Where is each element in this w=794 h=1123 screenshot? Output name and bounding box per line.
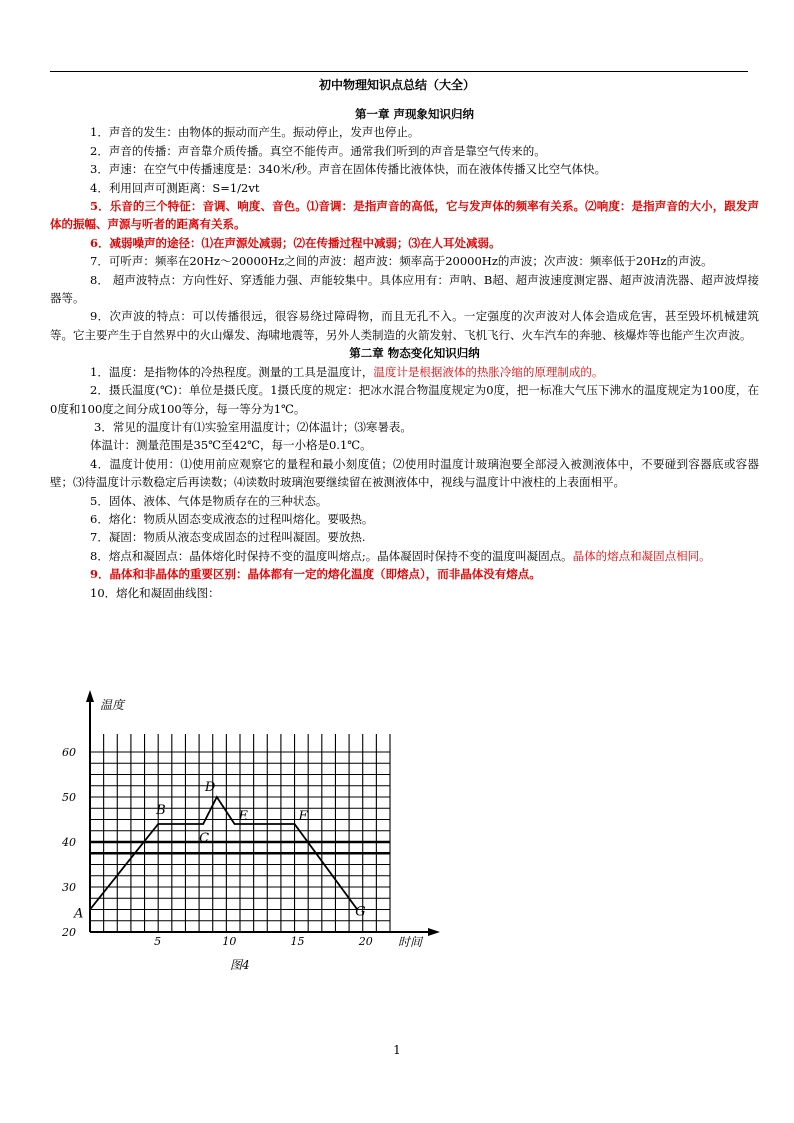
ch2-item-3-note: 体温计：测量范围是35℃至42℃，每一小格是0.1℃。 [90, 438, 372, 453]
melting-curve-chart [58, 682, 468, 982]
ch2-item-2: 2．摄氏温度(℃)：单位是摄氏度。1摄氏度的规定：把冰水混合物温度规定为0度，把一标准大气压下沸水的温度规定为100度，在0度和100度之间分成100等分，每一等分为1℃。 [50, 383, 759, 416]
point-label: D [204, 780, 216, 795]
ch2-item-7: 7．凝固：物质从液态变成固态的过程叫凝固。要放热. [90, 530, 366, 545]
chart-caption: 图4 [230, 958, 250, 972]
ch2-item-4: 4．温度计使用：⑴使用前应观察它的量程和最小刻度值；⑵使用时温度计玻璃泡要全部浸入被测液体中，不要碰到容器底或容器壁；⑶待温度计示数稳定后再读数；⑷读数时玻璃泡要继续留在被测液体中，视线与温度计中液柱的上表面相平。 [50, 456, 759, 490]
chart-axes [86, 690, 440, 936]
point-label: A [74, 906, 84, 922]
ch2-item-1-highlight: 温度计是根据液体的热胀冷缩的原理制成的。 [373, 364, 604, 379]
header-rule [50, 71, 748, 72]
ch2-item-8-highlight: 晶体的熔点和凝固点相同。 [572, 548, 711, 563]
ch2-item-9: 9．晶体和非晶体的重要区别：晶体都有一定的熔化温度（即熔点），而非晶体没有熔点。 [90, 567, 541, 582]
chapter2-heading: 第二章 物态变化知识归纳 [349, 346, 480, 361]
chart-x-axis-label: 时间 [398, 935, 423, 949]
y-tick-label: 60 [62, 746, 76, 759]
point-label: C [199, 831, 210, 846]
y-tick-label: 30 [62, 881, 76, 894]
point-label: B [156, 803, 166, 818]
ch2-item-6: 6．熔化：物质从固态变成液态的过程叫熔化。要吸热。 [90, 511, 374, 526]
ch2-item-1-text: 1．温度：是指物体的冷热程度。测量的工具是温度计， [90, 364, 374, 379]
y-tick-label: 50 [62, 791, 76, 804]
ch2-item-1 [50, 363, 759, 381]
chart-y-axis-label: 温度 [100, 698, 125, 712]
ch2-item-3: 3．常见的温度计有⑴实验室用温度计；⑵体温计；⑶寒暑表。 [94, 419, 412, 434]
ch2-item-8 [50, 547, 759, 565]
x-tick-label: 10 [222, 935, 237, 948]
ch2-item-8-text: 8．熔点和凝固点：晶体熔化时保持不变的温度叫熔点;。晶体凝固时保持不变的温度叫凝固点。 [90, 548, 573, 563]
document-title: 初中物理知识点总结（大全） [318, 78, 475, 92]
y-tick-label: 20 [62, 926, 76, 939]
ch1-item-9: 9．次声波的特点：可以传播很远，很容易绕过障碍物，而且无孔不入。一定强度的次声波对人体会造成危害，甚至毁坏机械建筑等。它主要产生于自然界中的火山爆发、海啸地震等，另外人类制造的火箭发射、飞机飞行、火车汽车的奔驰、核爆炸等也能产生次声波。 [50, 309, 759, 342]
chapter1-heading: 第一章 声现象知识归纳 [354, 107, 474, 121]
ch1-item-3: 3．声速：在空气中传播速度是：340米/秒。声音在固体传播比液体快，而在液体传播又比空气体快。 [90, 162, 607, 177]
y-tick-label: 40 [62, 836, 76, 849]
ch2-item-10: 10．熔化和凝固曲线图： [90, 585, 220, 600]
ch1-item-2: 2．声音的传播：声音靠介质传播。真空不能传声。通常我们听到的声音是靠空气传来的。 [90, 143, 546, 158]
x-tick-label: 15 [290, 935, 305, 948]
ch1-item-1: 1．声音的发生：由物体的振动而产生。振动停止，发声也停止。 [90, 125, 420, 140]
x-axis-arrow [428, 928, 440, 936]
y-axis-arrow [86, 690, 94, 702]
point-label: E [238, 809, 249, 824]
document-body [50, 105, 759, 602]
x-tick-label: 20 [358, 935, 373, 948]
chart-tick-labels [61, 746, 373, 948]
x-tick-label: 5 [154, 935, 162, 948]
ch1-item-7: 7．可听声：频率在20Hz～20000Hz之间的声波：超声波：频率高于20000Hz的声波；次声波：频率低于20Hz的声波。 [90, 254, 713, 269]
point-label: G [355, 904, 366, 920]
chart-grid [90, 734, 390, 932]
ch2-item-5: 5．固体、液体、气体是物质存在的三种状态。 [90, 493, 328, 508]
ch1-item-4: 4．利用回声可测距离：S=1/2vt [90, 180, 260, 195]
point-label: F [298, 809, 308, 824]
page-number: 1 [393, 1043, 401, 1057]
ch1-item-8: 8． 超声波特点：方向性好、穿透能力强、声能较集中。具体应用有：声呐、B超、超声波速度测定器、超声波清洗器、超声波焊接器等。 [50, 272, 759, 306]
ch1-item-5: 5．乐音的三个特征：音调、响度、音色。⑴音调：是指声音的高低，它与发声体的频率有关系。⑵响度：是指声音的大小，跟发声体的振幅、声源与听者的距离有关系。 [50, 199, 759, 232]
ch1-item-6: 6．减弱噪声的途径：⑴在声源处减弱；⑵在传播过程中减弱；⑶在人耳处减弱。 [90, 235, 501, 250]
